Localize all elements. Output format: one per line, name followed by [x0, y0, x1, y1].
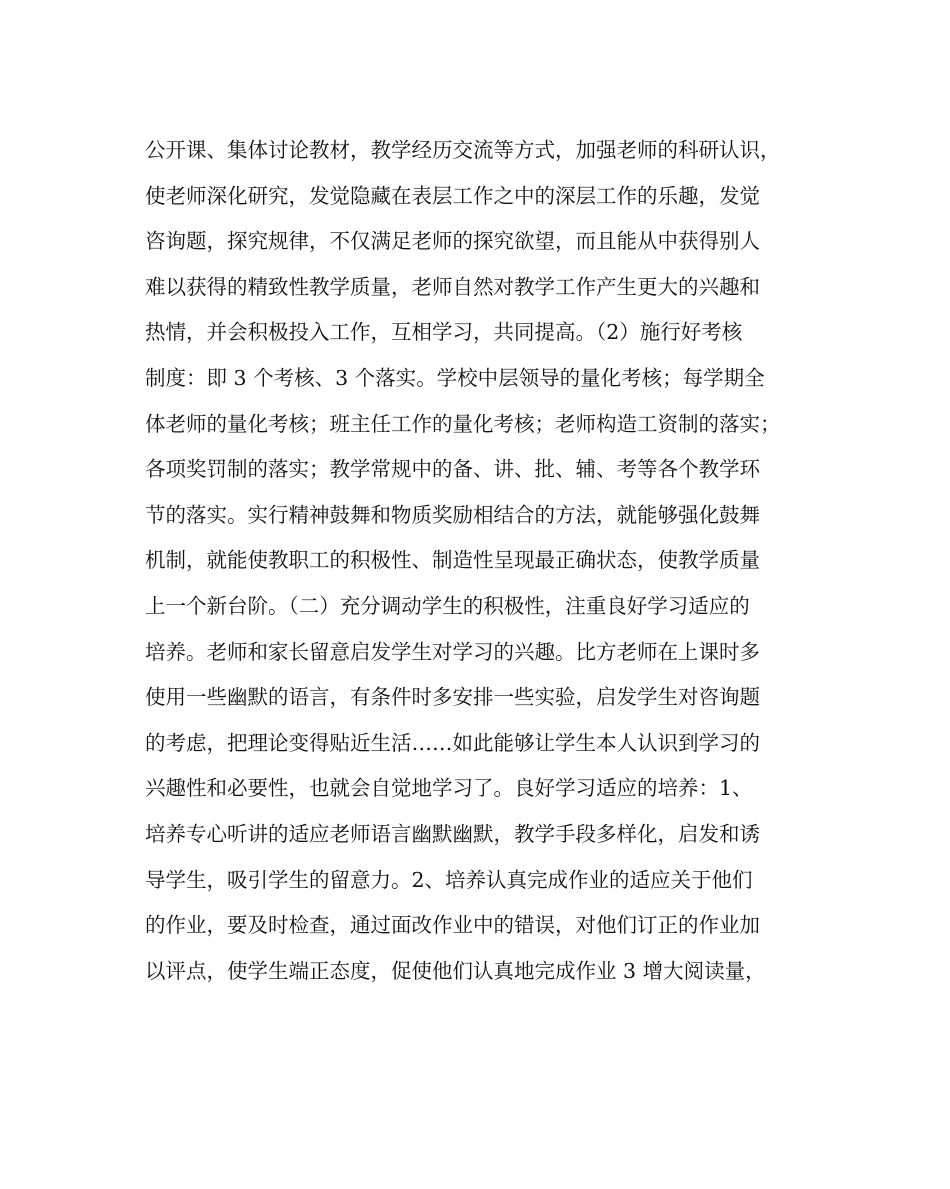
text-line-17: 导学生，吸引学生的留意力。2、培养认真完成作业的适应关于他们 [145, 867, 753, 892]
text-line-1: 公开课、集体讨论教材，教学经历交流等方式，加强老师的科研认识， [145, 138, 781, 162]
text-line-11: 上一个新台阶。（二）充分调动学生的积极性，注重良好学习适应的 [145, 593, 750, 618]
text-line-19: 以评点，使学生端正态度，促使他们认真地完成作业 3 增大阅读量， [145, 958, 766, 983]
text-line-10: 机制，就能使教职工的积极性、制造性呈现最正确状态，使教学质量 [145, 548, 760, 573]
text-line-15: 兴趣性和必要性，也就会自觉地学习了。良好学习适应的培养：1、 [145, 776, 753, 801]
text-line-6: 制度：即 3 个考核、3 个落实。学校中层领导的量化考核；每学期全 [145, 365, 765, 390]
text-line-13: 使用一些幽默的语言，有条件时多安排一些实验，启发学生对咨询题 [145, 685, 760, 710]
text-line-4: 难以获得的精致性教学质量，老师自然对教学工作产生更大的兴趣和 [145, 274, 760, 299]
text-line-7: 体老师的量化考核；班主任工作的量化考核；老师构造工资制的落实； [145, 411, 781, 436]
text-line-3: 咨询题，探究规律，不仅满足老师的探究欲望，而且能从中获得别人 [145, 229, 760, 254]
body-text [145, 128, 825, 994]
text-line-9: 节的落实。实行精神鼓舞和物质奖励相结合的方法，就能够强化鼓舞 [145, 502, 760, 527]
text-line-18: 的作业，要及时检查，通过面改作业中的错误，对他们订正的作业加 [145, 913, 760, 938]
text-line-5: 热情，并会积极投入工作，互相学习，共同提高。（2）施行好考核 [145, 320, 743, 345]
text-line-16: 培养专心听讲的适应老师语言幽默幽默，教学手段多样化，启发和诱 [145, 821, 760, 846]
text-line-12: 培养。老师和家长留意启发学生对学习的兴趣。比方老师在上课时多 [145, 639, 760, 664]
text-line-8: 各项奖罚制的落实；教学常规中的备、讲、批、辅、考等各个教学环 [145, 457, 760, 482]
text-line-14: 的考虑，把理论变得贴近生活……如此能够让学生本人认识到学习的 [145, 730, 760, 755]
text-line-2: 使老师深化研究，发觉隐藏在表层工作之中的深层工作的乐趣，发觉 [145, 183, 760, 208]
